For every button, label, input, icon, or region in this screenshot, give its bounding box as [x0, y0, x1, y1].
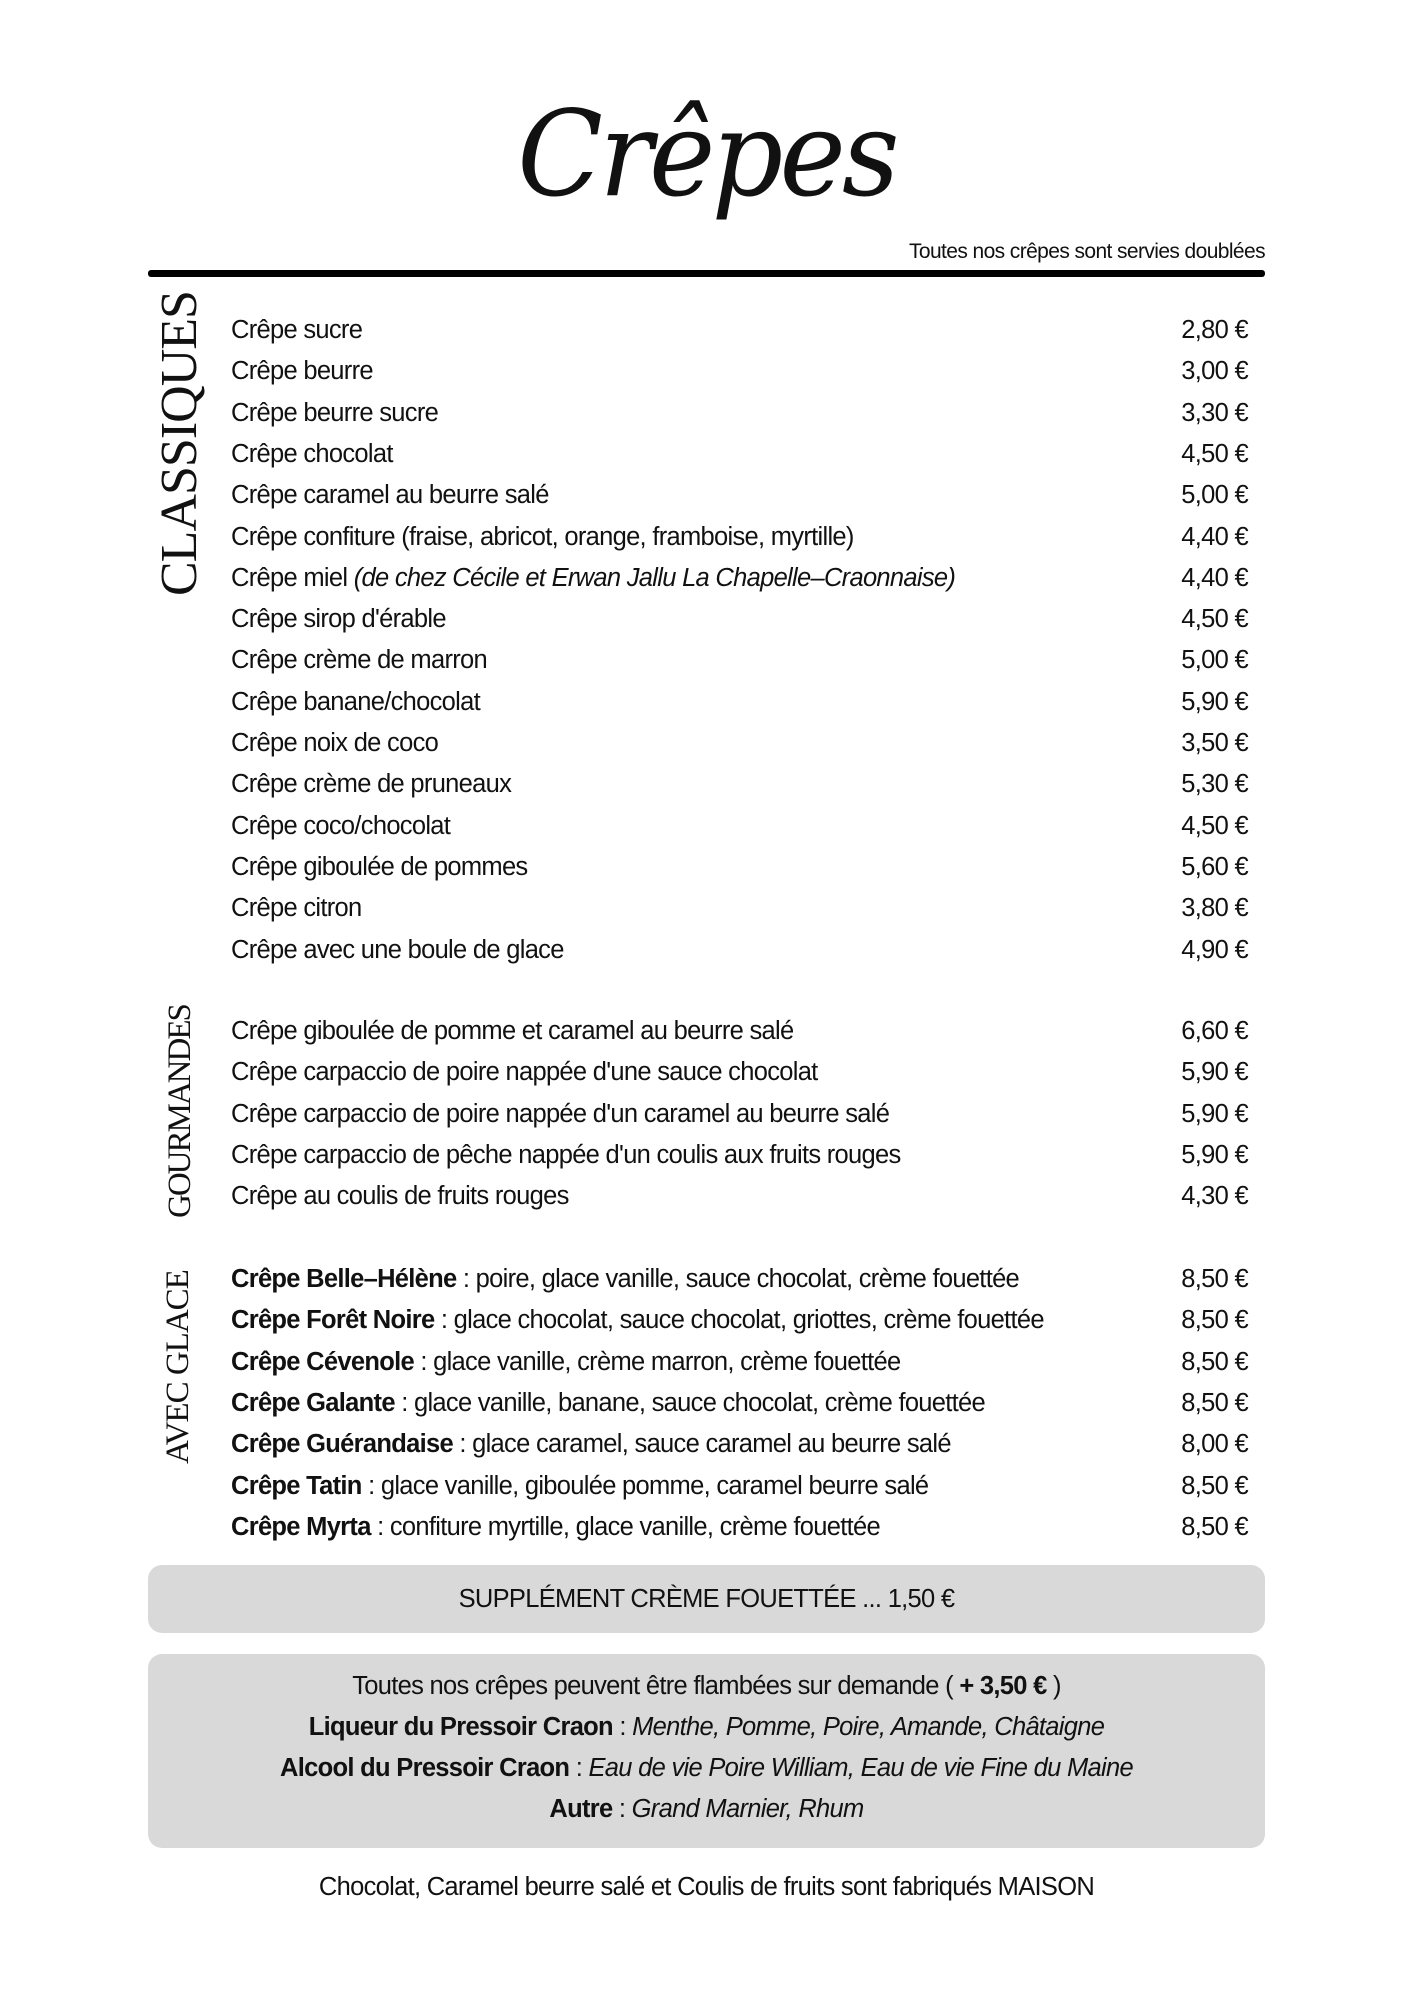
menu-item-price: 4,90 €	[1181, 935, 1248, 964]
menu-item-note: (de chez Cécile et Erwan Jallu La Chapelle–Craonnaise)	[353, 563, 956, 592]
menu-item-label	[231, 351, 373, 391]
flambee-line	[148, 1707, 1265, 1748]
menu-item-label	[231, 764, 511, 804]
flambee-price: + 3,50 €	[959, 1672, 1047, 1700]
menu-item-label	[231, 930, 564, 970]
menu-item-price: 3,50 €	[1181, 729, 1248, 757]
flambee-line-text: Grand Marnier, Rhum	[631, 1795, 864, 1823]
menu-item-description: : glace vanille, crème marron, crème fouettée	[413, 1347, 901, 1376]
flambee-line-text: Menthe, Pomme, Poire, Amande, Châtaigne	[632, 1713, 1105, 1741]
menu-item	[231, 723, 1248, 763]
menu-item-price: 8,50 €	[1181, 1388, 1248, 1417]
menu-item	[231, 682, 1248, 722]
menu-item-label	[231, 1052, 818, 1092]
flambee-line	[148, 1789, 1265, 1830]
menu-item-price: 5,00 €	[1181, 646, 1248, 675]
menu-item-label	[231, 310, 362, 350]
menu-item-label	[231, 1342, 900, 1382]
menu-item-label	[231, 1011, 793, 1051]
menu-item-description: : glace vanille, banane, sauce chocolat, crème fouettée	[394, 1388, 986, 1417]
menu-item-name: Crêpe Forêt Noire	[231, 1306, 435, 1335]
menu-item-label	[231, 434, 393, 474]
menu-item-name: Crêpe Cévenole	[231, 1347, 414, 1376]
menu-item	[231, 1424, 1248, 1464]
menu-item-price: 6,60 €	[1181, 1017, 1248, 1045]
menu-item-name: Crêpe giboulée de pomme et caramel au beurre salé	[231, 1017, 794, 1045]
menu-item-name: Crêpe beurre	[231, 357, 373, 386]
menu-item-price: 3,00 €	[1181, 357, 1248, 386]
menu-item-name: Crêpe Guérandaise	[231, 1430, 453, 1459]
flambee-line-title: Alcool du Pressoir Craon	[280, 1754, 570, 1782]
menu-item	[231, 847, 1248, 887]
menu-item-price: 8,50 €	[1181, 1265, 1248, 1293]
menu-item-price: 4,50 €	[1181, 439, 1248, 468]
menu-item-description: : glace caramel, sauce caramel au beurre salé	[452, 1430, 951, 1459]
menu-item	[231, 1466, 1248, 1506]
subtitle: Toutes nos crêpes sont servies doublées	[909, 240, 1265, 263]
menu-item-description: : glace vanille, giboulée pomme, caramel beurre salé	[361, 1471, 929, 1500]
menu-item-label	[231, 1507, 880, 1547]
menu-item	[231, 351, 1248, 391]
menu-item-label	[231, 599, 446, 639]
menu-item	[231, 1300, 1248, 1340]
menu-item	[231, 517, 1248, 557]
menu-item-name: Crêpe giboulée de pommes	[231, 852, 528, 881]
menu-item-name: Crêpe avec une boule de glace	[231, 935, 564, 964]
flambee-line-title: Liqueur du Pressoir Craon	[308, 1713, 613, 1741]
menu-item-label	[231, 1259, 1019, 1299]
menu-item-name: Crêpe carpaccio de poire nappée d'un caramel au beurre salé	[231, 1099, 890, 1128]
menu-item-price: 3,80 €	[1181, 894, 1248, 923]
menu-item-price: 4,30 €	[1181, 1182, 1248, 1211]
menu-item	[231, 1383, 1248, 1423]
menu-item	[231, 1176, 1248, 1216]
page-title: Crêpes	[517, 85, 896, 223]
menu-item	[231, 640, 1248, 680]
menu-item-name: Crêpe miel	[231, 563, 354, 592]
menu-item-price: 5,90 €	[1181, 1099, 1248, 1128]
menu-item-price: 5,60 €	[1181, 852, 1248, 881]
separator: :	[612, 1713, 633, 1741]
menu-item-price: 8,50 €	[1181, 1306, 1248, 1335]
section-label-avec-glace: AVEC GLACE	[160, 1270, 196, 1464]
menu-item-label	[231, 1383, 985, 1423]
menu-item-price: 5,30 €	[1181, 770, 1248, 799]
menu-item-name: Crêpe au coulis de fruits rouges	[231, 1182, 569, 1211]
menu-item-name: Crêpe carpaccio de pêche nappée d'un coulis aux fruits rouges	[231, 1140, 901, 1169]
menu-item-price: 8,50 €	[1181, 1512, 1248, 1541]
menu-item-label	[231, 1094, 889, 1134]
menu-item-name: Crêpe coco/chocolat	[231, 811, 451, 840]
menu-item	[231, 599, 1248, 639]
menu-item-price: 4,50 €	[1181, 811, 1248, 840]
flambee-intro-text: Toutes nos crêpes peuvent être flambées sur demande (	[352, 1672, 960, 1700]
supplement-text: SUPPLÉMENT CRÈME FOUETTÉE ... 1,50 €	[458, 1585, 955, 1613]
menu-item-label	[231, 475, 549, 515]
menu-item	[231, 1094, 1248, 1134]
menu-item-price: 8,50 €	[1181, 1347, 1248, 1376]
flambee-line	[148, 1748, 1265, 1789]
menu-item	[231, 434, 1248, 474]
menu-item-label	[231, 1466, 928, 1506]
footer-note: Chocolat, Caramel beurre salé et Coulis de fruits sont fabriqués MAISON	[318, 1873, 1095, 1901]
menu-item-name: Crêpe sirop d'érable	[231, 605, 446, 634]
menu-item-name: Crêpe beurre sucre	[231, 398, 439, 427]
supplement-banner	[148, 1565, 1265, 1633]
menu-item-description: : poire, glace vanille, sauce chocolat, crème fouettée	[456, 1265, 1020, 1293]
menu-item	[231, 1259, 1248, 1299]
section-label-classiques: CLASSIQUES	[151, 291, 208, 596]
menu-item-name: Crêpe banane/chocolat	[231, 687, 480, 716]
menu-item-description: : glace chocolat, sauce chocolat, griottes, crème fouettée	[434, 1306, 1044, 1335]
menu-item-label	[231, 1424, 951, 1464]
section-label-gourmandes: GOURMANDES	[162, 1005, 198, 1218]
menu-item-label	[231, 682, 480, 722]
menu-item	[231, 888, 1248, 928]
menu-item-price: 5,90 €	[1181, 1140, 1248, 1169]
flambee-intro-end: )	[1046, 1672, 1061, 1700]
menu-item-label	[231, 723, 438, 763]
menu-item-price: 4,40 €	[1181, 563, 1248, 592]
menu-item	[231, 393, 1248, 433]
menu-item-label	[231, 806, 450, 846]
menu-item-price: 8,50 €	[1181, 1471, 1248, 1500]
menu-item-price: 5,00 €	[1181, 481, 1248, 510]
menu-item-label	[231, 517, 854, 557]
menu-item-name: Crêpe carpaccio de poire nappée d'une sauce chocolat	[231, 1058, 818, 1087]
menu-item-price: 2,80 €	[1181, 316, 1248, 344]
flambee-line-title: Autre	[549, 1795, 613, 1823]
menu-item	[231, 310, 1248, 350]
menu-item	[231, 475, 1248, 515]
separator: :	[569, 1754, 589, 1782]
separator: :	[612, 1795, 632, 1823]
menu-item	[231, 1052, 1248, 1092]
menu-item-name: Crêpe crème de pruneaux	[231, 770, 512, 799]
menu-item-price: 4,50 €	[1181, 605, 1248, 634]
menu-item-name: Crêpe Belle–Hélène	[231, 1265, 457, 1293]
menu-item-label	[231, 1176, 569, 1216]
flambee-intro	[148, 1666, 1265, 1707]
menu-item	[231, 1342, 1248, 1382]
menu-item	[231, 806, 1248, 846]
menu-item-name: Crêpe Tatin	[231, 1471, 362, 1500]
menu-item	[231, 764, 1248, 804]
menu-item-label	[231, 1135, 901, 1175]
menu-item-description: : confiture myrtille, glace vanille, crème fouettée	[370, 1512, 880, 1541]
menu-item-label	[231, 558, 955, 598]
menu-item-name: Crêpe chocolat	[231, 439, 393, 468]
menu-item	[231, 558, 1248, 598]
menu-item-name: Crêpe citron	[231, 894, 362, 923]
menu-item-price: 5,90 €	[1181, 687, 1248, 716]
divider	[148, 270, 1265, 277]
menu-item-name: Crêpe Myrta	[231, 1512, 371, 1541]
menu-item-label	[231, 640, 487, 680]
menu-item	[231, 1011, 1248, 1051]
flambee-line-text: Eau de vie Poire William, Eau de vie Fine du Maine	[588, 1754, 1133, 1782]
menu-item	[231, 1507, 1248, 1547]
menu-item-label	[231, 393, 438, 433]
menu-item-name: Crêpe noix de coco	[231, 729, 439, 757]
menu-item-price: 3,30 €	[1181, 398, 1248, 427]
menu-item	[231, 930, 1248, 970]
menu-item-label	[231, 888, 362, 928]
flambee-box	[148, 1654, 1265, 1848]
menu-item-name: Crêpe sucre	[231, 316, 363, 344]
menu-item-label	[231, 1300, 1044, 1340]
menu-item	[231, 1135, 1248, 1175]
menu-item-price: 5,90 €	[1181, 1058, 1248, 1087]
menu-item-name: Crêpe Galante	[231, 1388, 395, 1417]
menu-item-name: Crêpe confiture (fraise, abricot, orange, framboise, myrtille)	[231, 522, 854, 551]
menu-item-name: Crêpe crème de marron	[231, 646, 487, 675]
menu-item-price: 4,40 €	[1181, 522, 1248, 551]
menu-item-name: Crêpe caramel au beurre salé	[231, 481, 549, 510]
menu-item-price: 8,00 €	[1181, 1430, 1248, 1459]
menu-item-label	[231, 847, 527, 887]
